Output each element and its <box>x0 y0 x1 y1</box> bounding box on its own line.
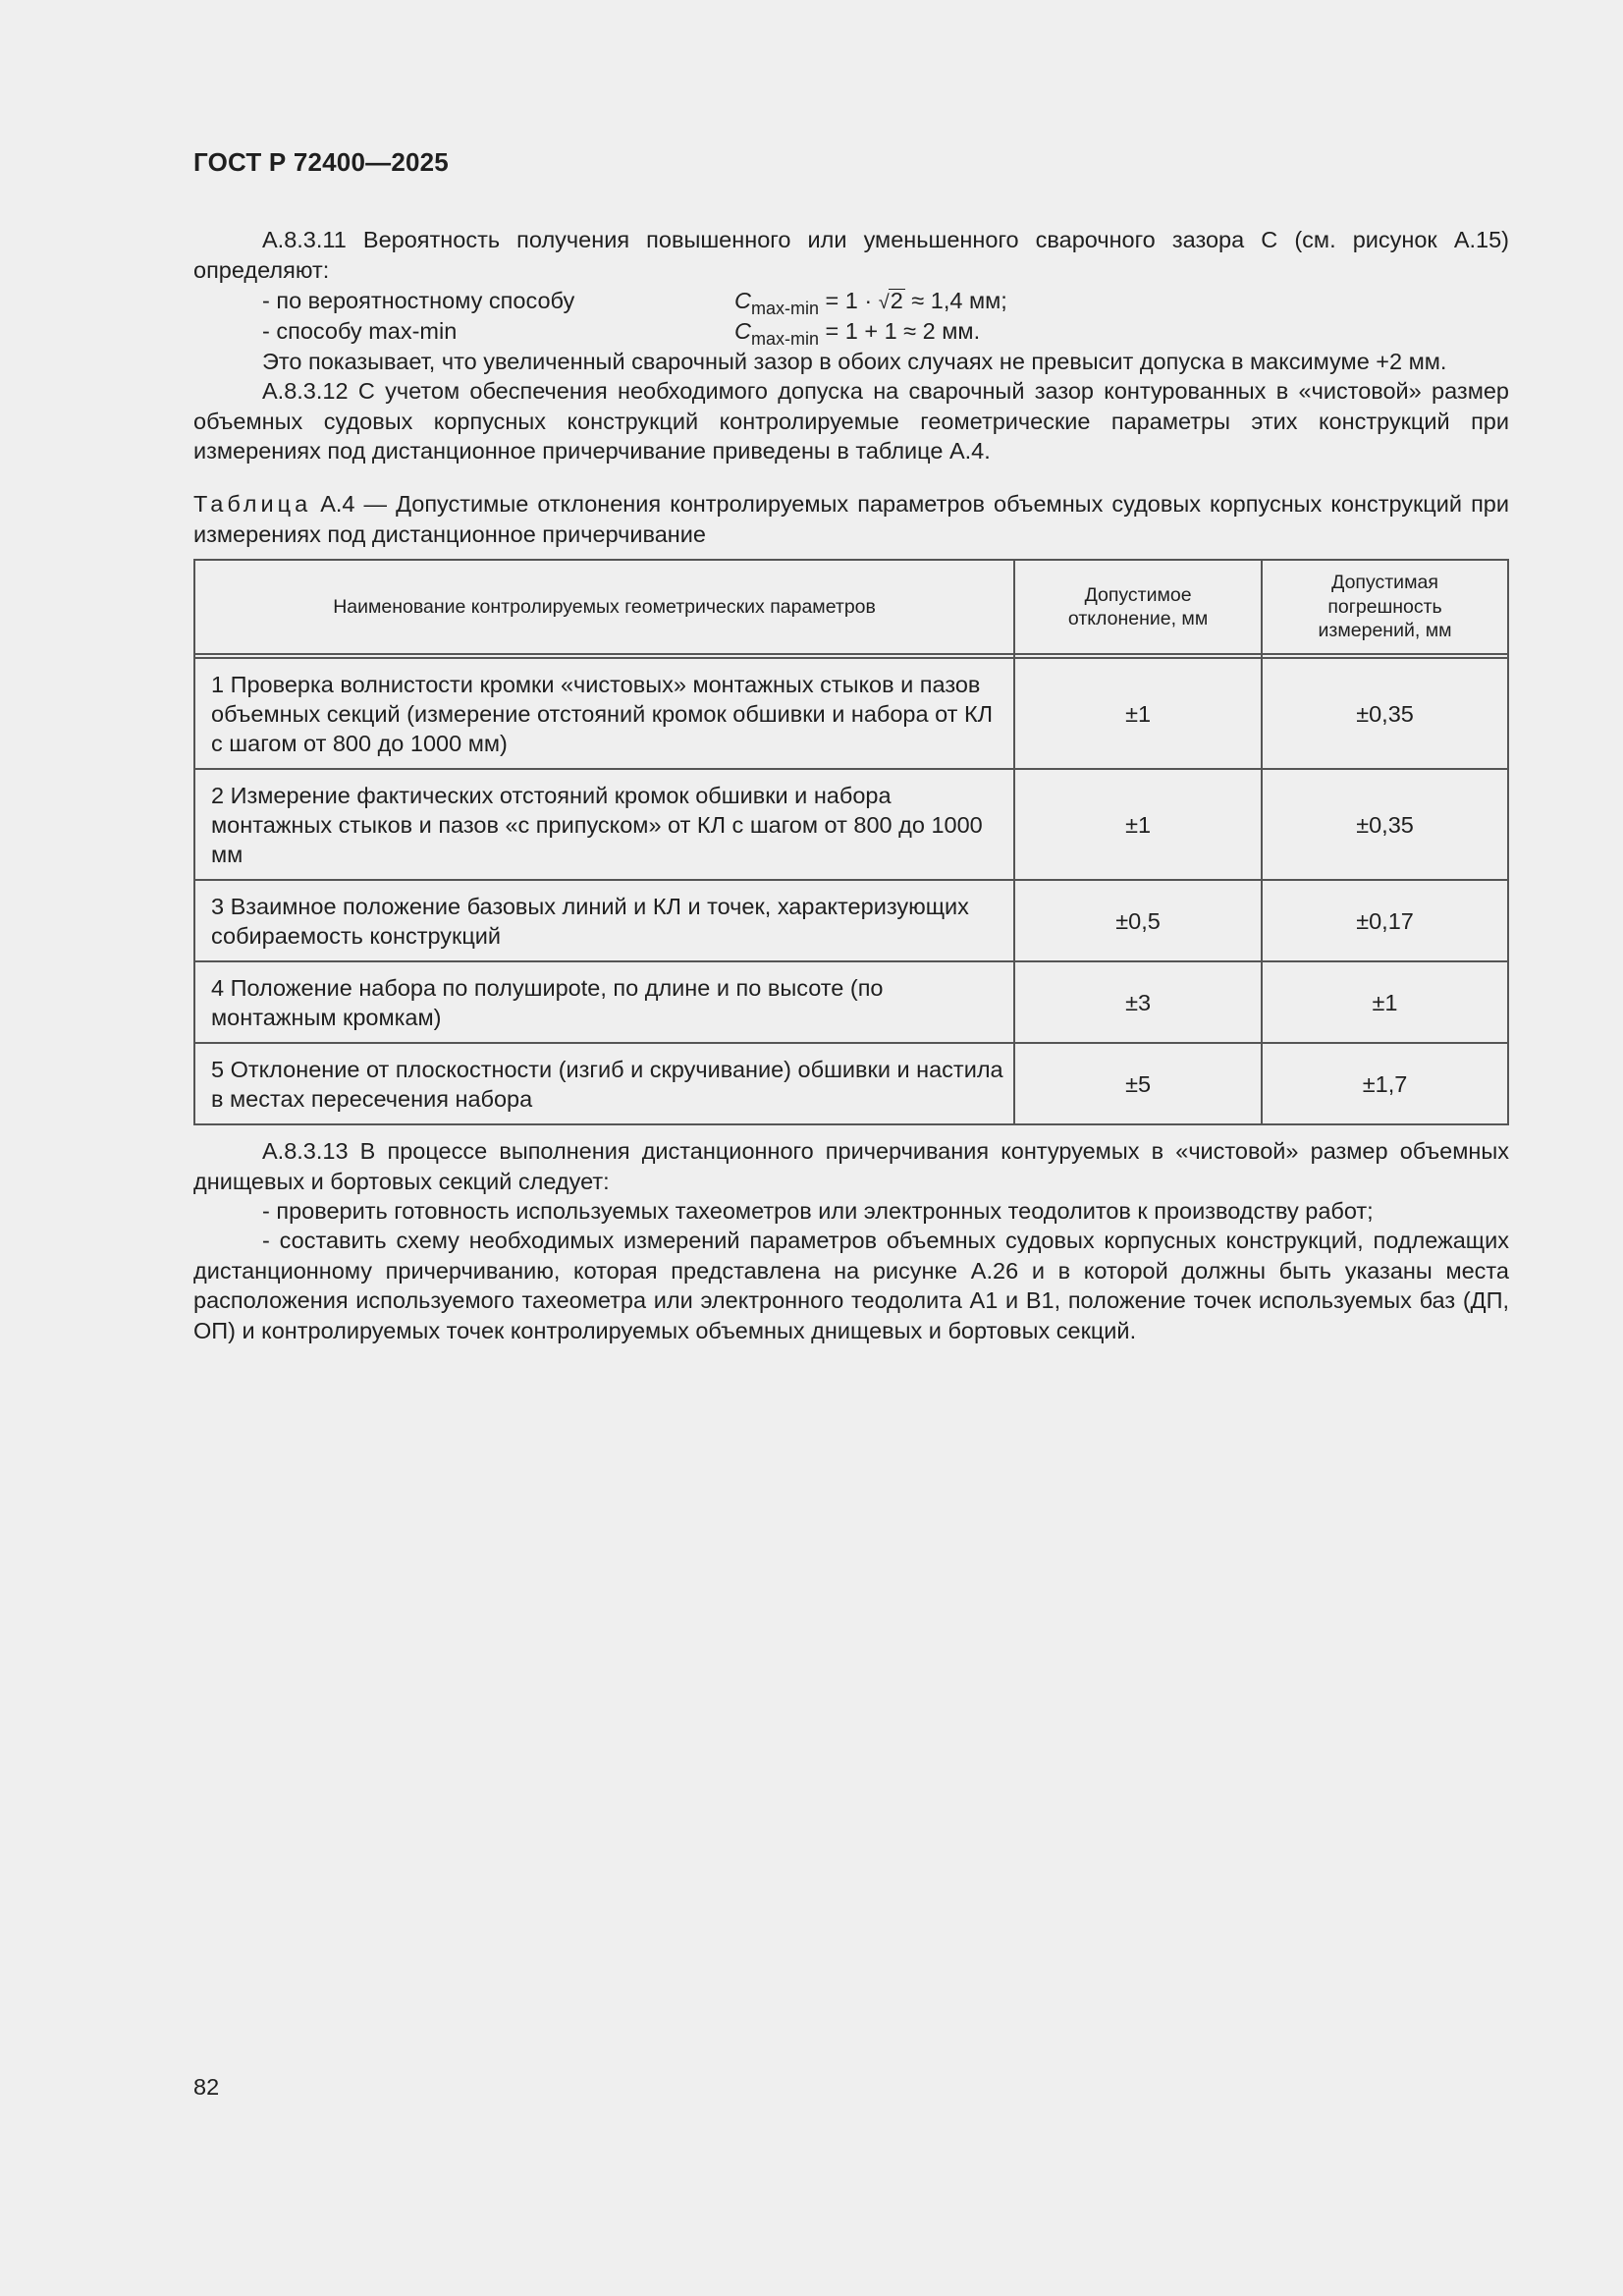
row-error: ±1,7 <box>1262 1043 1508 1124</box>
document-page <box>193 0 1509 2296</box>
table-caption-label: Таблица <box>193 491 312 517</box>
row-error: ±0,17 <box>1262 880 1508 961</box>
header-deviation: Допустимое отклонение, мм <box>1014 560 1262 654</box>
row-deviation: ±5 <box>1014 1043 1262 1124</box>
table-header-row <box>194 560 1508 654</box>
document-header: ГОСТ Р 72400—2025 <box>193 147 449 177</box>
paragraph-a8311: А.8.3.11 Вероятность получения повышенного или уменьшенного сварочного зазора C (см. рисунок А.15) определяют: <box>193 227 1509 283</box>
row-name: 2 Измерение фактических отстояний кромок обшивки и набора монтажных стыков и пазов «с припуском» от КЛ с шагом от 800 до 1000 мм <box>194 769 1014 880</box>
row-error: ±1 <box>1262 961 1508 1043</box>
row-name: 5 Отклонение от плоскостности (изгиб и скручивание) обшивки и настила в местах пересечения набора <box>194 1043 1014 1124</box>
list-item-maxmin: - способу max-min <box>262 318 458 344</box>
table-row <box>194 658 1508 769</box>
page-number: 82 <box>193 2074 220 2100</box>
table-row <box>194 961 1508 1043</box>
row-name: 1 Проверка волнистости кромки «чистовых» монтажных стыков и пазов объемных секций (измерение отстояний кромок обшивки и набора от КЛ с шагом от 800 до 1000 мм) <box>194 658 1014 769</box>
formula-maxmin: $C_{max-min} = 1 + 1 \approx 2$ мм. <box>734 318 981 349</box>
list-item-probabilistic: - по вероятностному способу <box>262 288 575 313</box>
row-error: ±0,35 <box>1262 658 1508 769</box>
row-deviation: ±1 <box>1014 658 1262 769</box>
row-deviation: ±0,5 <box>1014 880 1262 961</box>
row-name: 3 Взаимное положение базовых линий и КЛ и точек, характеризующих собираемость конструкций <box>194 880 1014 961</box>
row-deviation: ±3 <box>1014 961 1262 1043</box>
header-parameter-name: Наименование контролируемых геометрических параметров <box>194 560 1014 654</box>
paragraph-conclusion: Это показывает, что увеличенный сварочный зазор в обоих случаях не превысит допуска в максимуме +2 мм. <box>262 349 1447 374</box>
parameters-table <box>193 559 1509 1125</box>
row-error: ±0,35 <box>1262 769 1508 880</box>
list-item-compose-scheme: - составить схему необходимых измерений параметров объемных судовых корпусных конструкций, подлежащих дистанционному причерчиванию, которая представлена на рисунке А.26 и в которой должны быть указаны места расположения используемого тахеометра или электронного теодолита А1 и В1, положение точек используемых баз (ДП, ОП) и контролируемых точек контролируемых объемных днищевых и бортовых секций. <box>193 1228 1509 1343</box>
header-error: Допустимая погрешность измерений, мм <box>1262 560 1508 654</box>
table-caption <box>193 489 1509 549</box>
table-row <box>194 769 1508 880</box>
table-row <box>194 880 1508 961</box>
row-deviation: ±1 <box>1014 769 1262 880</box>
list-item-check-readiness: - проверить готовность используемых тахеометров или электронных теодолитов к производству работ; <box>262 1198 1374 1224</box>
formula-probabilistic: $C_{max-min} = 1 \cdot √2 \approx 1,4$ мм; <box>734 288 1007 318</box>
paragraph-a8313: А.8.3.13 В процессе выполнения дистанционного причерчивания контуруемых в «чистовой» размер объемных днищевых и бортовых секций следует: <box>193 1138 1509 1194</box>
row-name: 4 Положение набора по полуширote, по длине и по высоте (по монтажным кромкам) <box>194 961 1014 1043</box>
paragraph-a8312: А.8.3.12 С учетом обеспечения необходимого допуска на сварочный зазор контурованных в «чистовой» размер объемных судовых корпусных конструкций контролируемые геометрические параметры этих конструкций при измерениях под дистанционное причерчивание приведены в таблице А.4. <box>193 378 1509 464</box>
table-caption-text: А.4 — Допустимые отклонения контролируемых параметров объемных судовых корпусных конструкций при измерениях под дистанционное причерчивание <box>193 491 1509 547</box>
table-row <box>194 1043 1508 1124</box>
